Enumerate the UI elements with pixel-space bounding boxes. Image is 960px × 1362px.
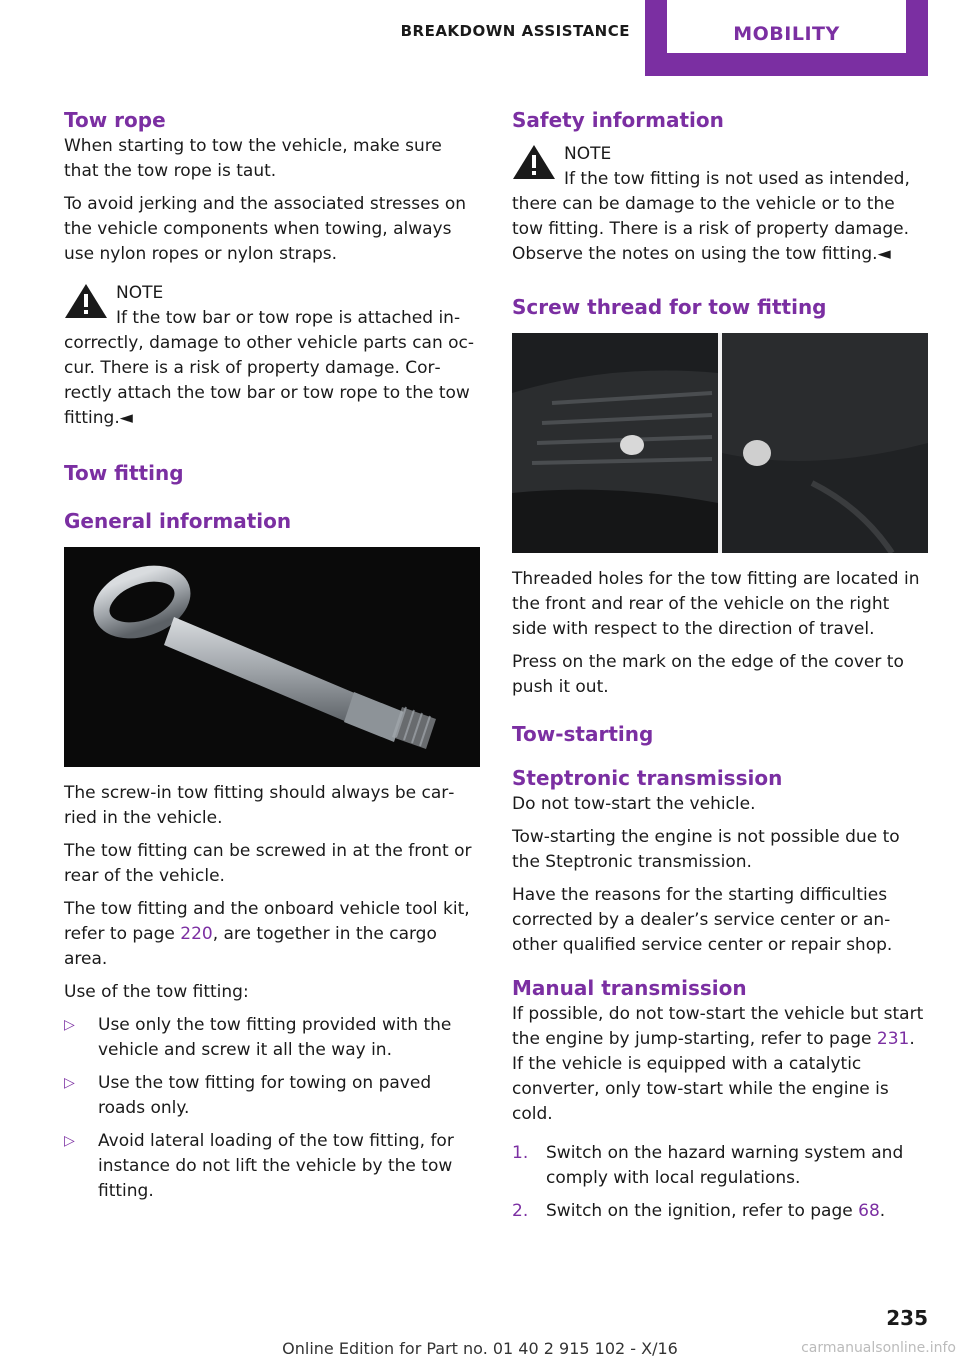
manual-transmission-heading: Manual transmission [512, 976, 747, 1000]
note-text: If the tow bar or tow rope is attached incorrectly, damage to other vehicle parts can occur. There is a risk of property damage. Correctly attach the tow bar or tow rope to the tow fitting.◄ [64, 308, 475, 428]
manual-text-after: . If the vehicle is equipped with a catalytic converter, only tow-start while the engine is cold. [512, 1029, 915, 1124]
step-number: 2. [512, 1201, 529, 1221]
screw-thread-illustration [512, 333, 928, 553]
bullet-arrow-icon: ▷ [64, 1133, 75, 1149]
general-information-heading: General information [64, 509, 292, 533]
tow-rope-paragraph-1: When starting to tow the vehicle, make sure that the tow rope is taut. [64, 136, 442, 181]
screw-thread-heading: Screw thread for tow fitting [512, 295, 827, 319]
step-text-after: . [879, 1201, 886, 1221]
right-column [512, 108, 928, 1232]
note-tow-bar [64, 281, 480, 431]
note-text: If the tow fitting is not used as intended, there can be damage to the vehicle or to the tow fitting. There is a risk of property damage. Observe the notes on using the tow fitting.◄ [512, 169, 910, 264]
tow-fitting-illustration [64, 547, 480, 767]
threaded-holes-paragraph: Threaded holes for the tow fitting are located in the front and rear of the vehicle on the right side with respect to the direction of travel. [512, 569, 920, 639]
tow-start-steps [512, 1141, 928, 1224]
page-number: 235 [886, 1306, 928, 1330]
watermark: carmanualsonline.info [801, 1340, 956, 1356]
not-possible-paragraph: Tow-starting the engine is not possible due to the Steptronic transmission. [512, 827, 900, 872]
screw-in-paragraph: The screw-in tow fitting should always be carried in the vehicle. [64, 783, 455, 828]
list-item [64, 1071, 480, 1121]
list-item-text: Avoid lateral loading of the tow fitting, for instance do not lift the vehicle by the tow fitting. [98, 1131, 454, 1201]
manual-text-before: If possible, do not tow-start the vehicle but start the engine by jump-starting, refer to page [512, 1004, 924, 1049]
bullet-arrow-icon: ▷ [64, 1017, 75, 1033]
chapter-tab-label: MOBILITY [667, 0, 906, 53]
step-text: Switch on the ignition, refer to page [546, 1201, 859, 1221]
note-label: NOTE [116, 283, 164, 303]
note-label: NOTE [564, 144, 612, 164]
bullet-arrow-icon: ▷ [64, 1075, 75, 1091]
list-item-text: Use the tow fitting for towing on paved roads only. [98, 1073, 432, 1118]
list-item [64, 1129, 480, 1204]
screw-thread-image [512, 333, 928, 553]
page-220-link[interactable]: 220 [180, 924, 213, 944]
step-number: 1. [512, 1143, 529, 1163]
list-item [64, 1013, 480, 1063]
step-item [512, 1199, 928, 1224]
toolkit-text-before: The tow fitting and the onboard vehicle tool kit, refer to page [64, 899, 470, 944]
use-paragraph: Use of the tow fitting: [64, 982, 249, 1002]
page-231-link[interactable]: 231 [876, 1029, 910, 1049]
tow-starting-heading: Tow-starting [512, 722, 654, 746]
press-mark-paragraph: Press on the mark on the edge of the cover to push it out. [512, 652, 904, 697]
page-68-link[interactable]: 68 [858, 1201, 880, 1221]
tow-fitting-heading: Tow fitting [64, 461, 184, 485]
reasons-paragraph: Have the reasons for the starting difficulties corrected by a dealer’s service center or another qualified service center or repair shop. [512, 885, 893, 955]
tow-rope-heading: Tow rope [64, 108, 166, 132]
safety-information-heading: Safety information [512, 108, 724, 132]
step-item [512, 1141, 928, 1191]
tow-fitting-bullet-list [64, 1013, 480, 1204]
chapter-tab[interactable] [645, 0, 928, 76]
running-header-section: BREAKDOWN ASSISTANCE [400, 22, 630, 40]
step-text: Switch on the hazard warning system and comply with local regulations. [546, 1143, 904, 1188]
note-tow-fitting [512, 142, 928, 267]
toolkit-paragraph [64, 897, 480, 972]
tow-rope-paragraph-2: To avoid jerking and the associated stresses on the vehicle components when towing, always use nylon ropes or nylon straps. [64, 194, 467, 264]
left-column [64, 108, 480, 1212]
front-rear-paragraph: The tow fitting can be screwed in at the front or rear of the vehicle. [64, 841, 472, 886]
toolkit-text-after: , are together in the cargo area. [64, 924, 437, 969]
warning-triangle-icon [512, 144, 556, 180]
warning-triangle-icon [64, 283, 108, 319]
tow-fitting-image [64, 547, 480, 767]
edition-footer: Online Edition for Part no. 01 40 2 915 102 - X/16 [282, 1339, 678, 1358]
list-item-text: Use only the tow fitting provided with the vehicle and screw it all the way in. [98, 1015, 452, 1060]
do-not-tow-start-paragraph: Do not tow-start the vehicle. [512, 794, 756, 814]
manual-paragraph [512, 1002, 928, 1127]
steptronic-heading: Steptronic transmission [512, 766, 783, 790]
